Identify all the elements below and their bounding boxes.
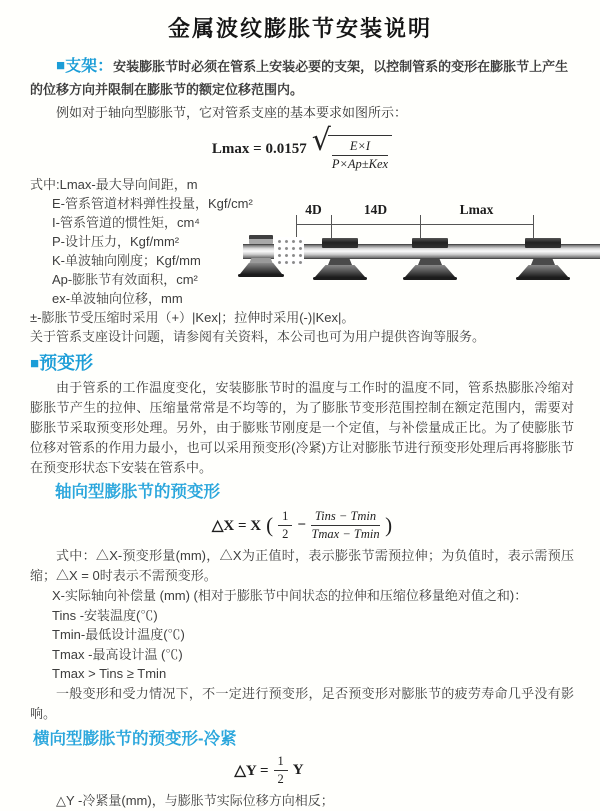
- pipe-guide-support: [515, 200, 571, 285]
- fraction-numerator: 1: [274, 754, 288, 771]
- predeform-section-title: 预变形: [39, 353, 94, 373]
- note-line: 式中：△X-预变形量(mm)，△X为正值时，表示膨张节需预拉伸；为负值时，表示需预压缩；△X = 0时表示不需预变形。: [30, 548, 574, 583]
- note-line: Tins -安装温度(℃): [52, 607, 158, 623]
- pipe-clamp: [525, 238, 561, 248]
- definition-line: 关于管系支座设计问题，请参阅有关资料，本公司也可为用户提供咨询等服务。: [30, 329, 486, 344]
- radical-sign-icon: √: [311, 123, 331, 158]
- document-content: [0, 54, 600, 811]
- note-line: Tmax > Tins ≥ Tmin: [52, 666, 167, 681]
- support-saddle: [418, 259, 442, 265]
- predeform-section-heading: [30, 351, 574, 376]
- predeform-paragraph: 由于管系的工作温度变化，安装膨胀节时的温度与工作时的温度不同，管系热膨胀冷缩对膨胀节产生的拉伸、压缩量常常是不均等的，为了膨胀节变形范围控制在额定范围内，需要对膨胀节采取预变形处理。另外，由于膨账节刚度是一个定值，与补偿量成正比。为了使膨胀节位移对管系的作用力最小，也可以采用预变形(冷紧)方让对膨胀节进行预变形处理后再将膨胀节在预变形状态下安装在管系中。: [30, 380, 574, 475]
- page-title: 金属波纹膨胀节安装说明: [167, 16, 432, 41]
- note-line: 一般变形和受力情况下，不一定进行预变形，足否预变形对膨胀节的疲劳寿命几乎没有影响。: [30, 685, 574, 721]
- support-saddle: [531, 259, 555, 265]
- temperature-fraction: [311, 509, 380, 542]
- axial-notes: [30, 546, 574, 724]
- dimension-label-lmax: Lmax: [459, 202, 494, 217]
- fraction-numerator: Tins − Tmin: [311, 509, 380, 526]
- definition-line: K-单波轴向刚度；Kgf/mm: [52, 253, 201, 268]
- support-base: [518, 265, 568, 277]
- one-half-fraction: [274, 754, 288, 787]
- fraction-denominator: Tmax − Tmin: [311, 526, 380, 541]
- blue-square-icon: ■: [30, 355, 40, 372]
- support-spacing-diagram: [243, 200, 600, 285]
- definition-line: ±-膨胀节受压缩时采用（+）|Kex|；拉伸时采用(-)|Kex|。: [30, 310, 355, 325]
- formula-delta-x: [30, 508, 574, 542]
- formula-dy-lhs: △Y =: [234, 763, 269, 779]
- pipe-guide-support: [312, 200, 368, 285]
- pipe-clamp: [322, 238, 358, 248]
- pipe-anchor-support: [233, 200, 289, 285]
- axial-subheading: 轴向型膨胀节的预变形: [55, 483, 220, 501]
- sqrt-fraction: [332, 139, 388, 172]
- support-intro-text: 安装膨胀节时必须在管系上安装必要的支架，以控制管系的变形在膨胀节上产生的位移方向并限制在膨胀节的额定位移范围内。: [30, 59, 569, 97]
- definition-line: ex-单波轴向位移，mm: [52, 291, 183, 306]
- formula-lmax: [30, 123, 574, 171]
- document-page: [0, 12, 600, 808]
- support-foot: [238, 274, 284, 277]
- blue-square-icon: ■: [56, 57, 66, 74]
- right-paren: ): [385, 512, 393, 537]
- lateral-note: △Y -冷紧量(mm)，与膨胀节实际位移方向相反；: [56, 792, 334, 808]
- support-base: [405, 265, 455, 277]
- left-paren: (: [266, 512, 274, 537]
- formula-dx-lhs: △X = X: [211, 517, 262, 534]
- sqrt-radical: [311, 123, 392, 172]
- sqrt-numerator: E×I: [332, 139, 388, 156]
- support-intro-paragraph: [30, 54, 574, 101]
- fraction-denominator: 2: [277, 772, 284, 786]
- support-section-label: [56, 58, 113, 75]
- definition-line: 式中:Lmax-最大导向间距，m: [30, 177, 198, 192]
- one-half-fraction: [278, 509, 292, 542]
- support-foot: [516, 277, 570, 280]
- pipe-guide-support: [402, 200, 458, 285]
- formula-dy-rhs: Y: [292, 762, 304, 778]
- support-foot: [403, 277, 457, 280]
- formula-lmax-lhs: Lmax = 0.0157: [211, 140, 307, 157]
- formula-delta-y: [0, 756, 541, 786]
- fraction-denominator: 2: [282, 526, 289, 541]
- sqrt-denominator: P×Ap±Kex: [331, 157, 389, 171]
- support-base: [315, 265, 365, 277]
- support-section-title: 支架：: [65, 58, 114, 75]
- minus-sign: −: [297, 516, 306, 533]
- note-line: Tmax -最高设计温 (℃): [52, 646, 183, 662]
- definition-line: E-管系管道材料弹性投量，Kgf/cm²: [52, 196, 253, 211]
- definition-line: I-管系管道的惯性矩，cm⁴: [52, 215, 200, 230]
- dimension-label-14d: 14D: [363, 202, 388, 217]
- note-line: Tmin-最低设计温度(℃): [52, 627, 185, 642]
- definition-line: P-设计压力，Kgf/mm²: [52, 234, 180, 249]
- dimension-label-4d: 4D: [305, 202, 322, 217]
- pipe-clamp: [412, 238, 448, 248]
- support-foot: [313, 277, 367, 280]
- pipe-clamp: [249, 235, 273, 244]
- lateral-subheading: 横向型膨胀节的预变形-冷紧: [33, 729, 237, 748]
- fraction-numerator: 1: [278, 509, 292, 526]
- support-example-line: 例如对于轴向型膨胀节，它对管系支座的基本要求如图所示：: [56, 105, 408, 120]
- definition-line: Ap-膨胀节有效面积，cm²: [52, 272, 198, 287]
- note-line: X-实际轴向补偿量 (mm) (相对于膨胀节中间状态的拉伸和压缩位移量绝对值之和)：: [52, 588, 528, 603]
- support-saddle: [328, 259, 352, 265]
- support-base: [240, 263, 282, 274]
